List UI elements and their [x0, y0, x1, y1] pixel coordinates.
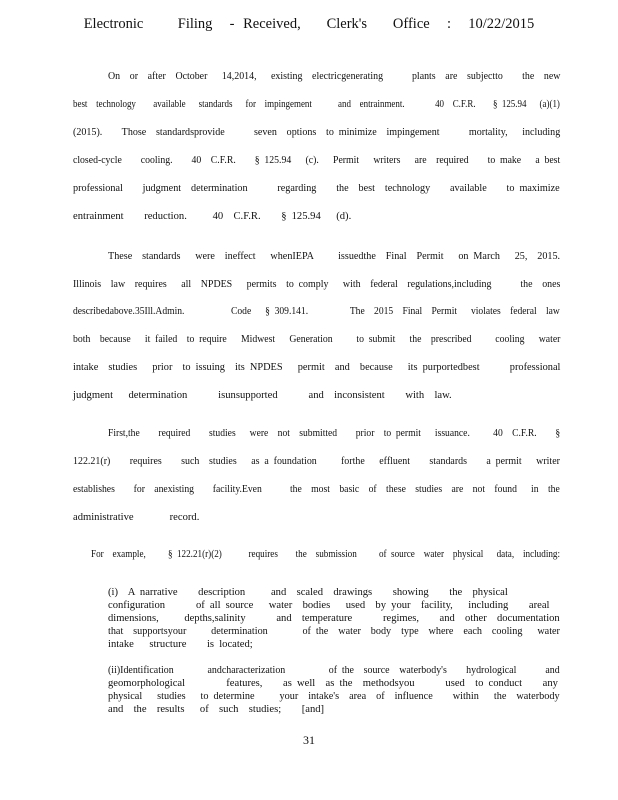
paragraph-line: professional judgment determination regarding the best technology available to maximize: [73, 183, 560, 194]
page-number: 31: [303, 733, 315, 747]
quote-line: geomorphological features, as well as the methodsyou used to conduct any: [108, 678, 558, 689]
paragraph-line: These standards were ineffect whenIEPA issuedthe Final Permit on March 25, 2015.: [108, 251, 561, 262]
paragraph-line: establishes for anexisting facility.Even the most basic of these studies are not found in the: [73, 484, 560, 495]
quote-line: (i) A narrative description and scaled drawings showing the physical: [108, 587, 508, 598]
paragraph-line: administrative record.: [73, 512, 200, 523]
paragraph-line: First,the required studies were not submitted prior to permit issuance. 40 C.F.R. §: [108, 428, 561, 439]
paragraph-line: judgment determination isunsupported and inconsistent with law.: [73, 390, 452, 401]
paragraph-line: Illinois law requires all NPDES permits to comply with federal regulations,including the ones: [73, 279, 561, 290]
quote-line: that supportsyour determination of the water body type where each cooling water: [108, 626, 560, 637]
quote-line: configuration of all source water bodies used by your facility, including areal: [108, 600, 550, 611]
quote-line: (ii)Identification andcharacterization of the source waterbody's hydrological and: [108, 665, 560, 676]
paragraph-line: closed-cycle cooling. 40 C.F.R. § 125.94 (c). Permit writers are required to make a best: [73, 155, 561, 166]
filing-header: Electronic Filing - Received, Clerk's Office : 10/22/2015: [83, 16, 535, 32]
paragraph-line: entrainment reduction. 40 C.F.R. § 125.94 (d).: [73, 211, 352, 222]
paragraph-line: describedabove.35Ill.Admin. Code § 309.141. The 2015 Final Permit violates federal law: [73, 306, 560, 317]
quote-line: intake structure is located;: [108, 639, 253, 650]
quote-line: and the results of such studies; [and]: [108, 704, 325, 715]
paragraph-line: both because it failed to require Midwest Generation to submit the prescribed cooling water: [73, 334, 561, 345]
paragraph-line: For example, § 122.21(r)(2) requires the submission of source water physical data, including:: [91, 549, 561, 560]
paragraph-line: 122.21(r) requires such studies as a foundation forthe effluent standards a permit writer: [73, 456, 560, 467]
paragraph-line: intake studies prior to issuing its NPDES permit and because its purportedbest professional: [73, 362, 561, 373]
quote-line: dimensions, depths,salinity and temperature regimes, and other documentation: [108, 613, 560, 624]
quote-line: physical studies to determine your intake's area of influence within the waterbody: [108, 691, 560, 702]
paragraph-line: best technology available standards for impingement and entrainment. 40 C.F.R. § 125.94 (a)(1): [73, 99, 560, 110]
paragraph-line: On or after October 14,2014, existing electricgenerating plants are subjectto the new: [108, 71, 561, 82]
paragraph-line: (2015). Those standardsprovide seven options to minimize impingement mortality, including: [73, 127, 561, 138]
